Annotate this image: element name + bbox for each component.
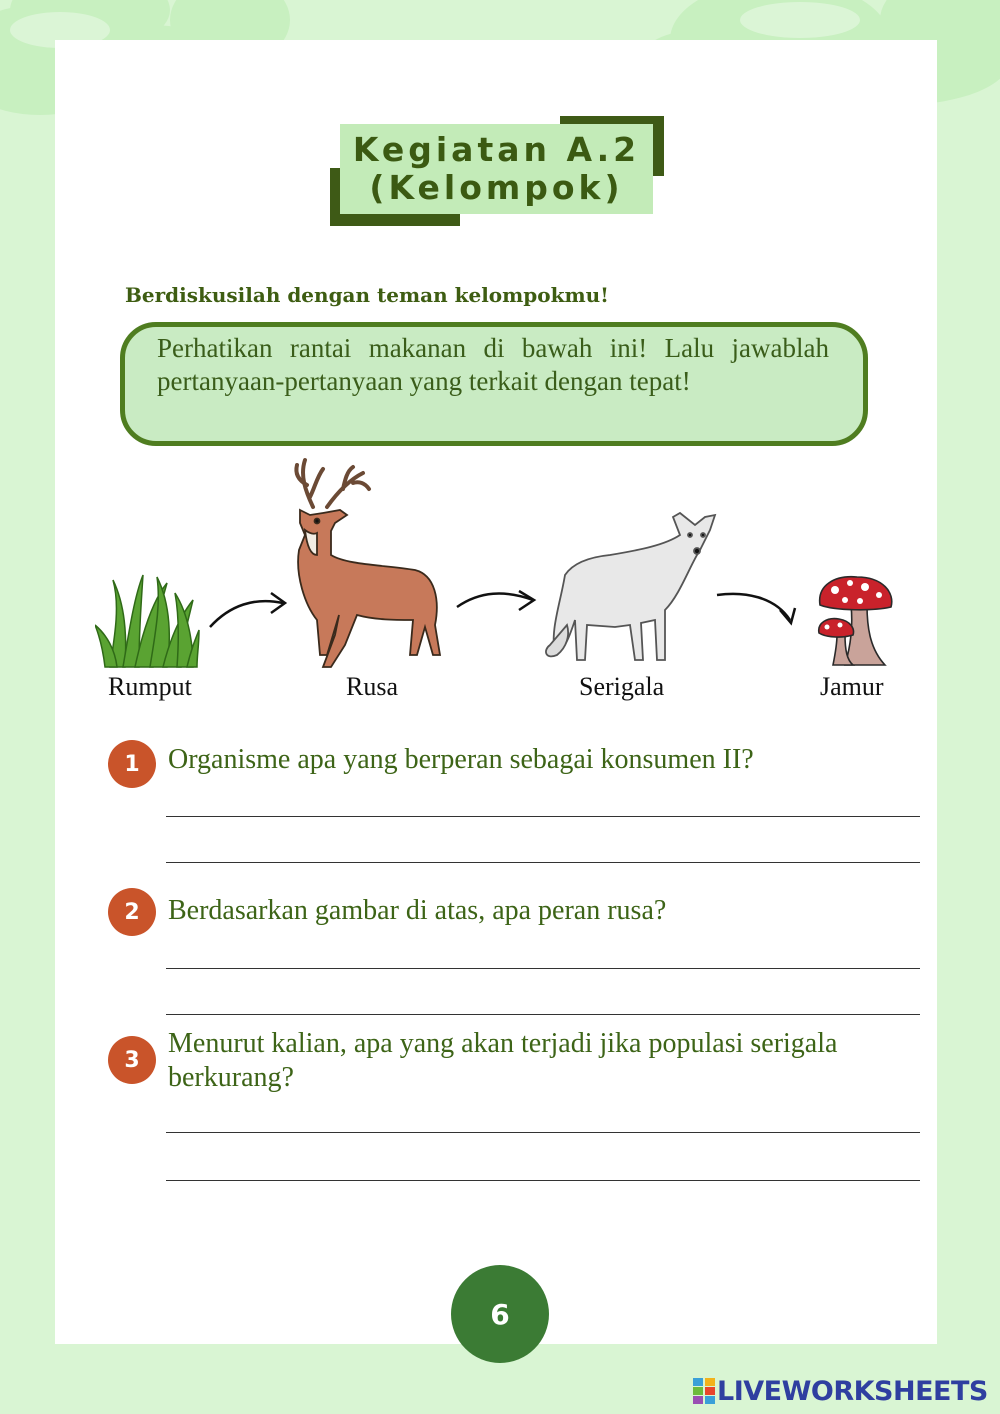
liveworksheets-logo: [693, 1374, 988, 1408]
label-rumput: Rumput: [108, 672, 192, 701]
logo-icon: [693, 1378, 715, 1404]
question-text: Menurut kalian, apa yang akan terjadi jika populasi serigala berkurang?: [168, 1028, 838, 1093]
food-chain: [95, 455, 915, 705]
question-text: Berdasarkan gambar di atas, apa peran rusa?: [168, 895, 667, 926]
deer-icon: [296, 460, 440, 667]
question-number-badge: 2: [108, 888, 156, 936]
answer-line[interactable]: [166, 968, 920, 969]
activity-title: [330, 116, 670, 226]
answer-line[interactable]: [166, 1132, 920, 1133]
question-number-badge: 3: [108, 1036, 156, 1084]
prompt-box: [120, 322, 868, 446]
brand-text: LIVEWORKSHEETS: [717, 1375, 988, 1407]
grass-icon: [95, 575, 199, 667]
mushroom-icon: [819, 577, 892, 665]
arrow-icon: [210, 593, 285, 627]
label-serigala: Serigala: [579, 672, 665, 701]
label-rusa: Rusa: [346, 672, 398, 701]
page-number: 6: [451, 1265, 549, 1363]
prompt-text: Perhatikan rantai makanan di bawah ini! Lalu jawablah pertanyaan-pertanyaan yang terkait dengan tepat!: [157, 333, 829, 396]
title-line-1: Kegiatan A.2: [352, 130, 641, 169]
answer-line[interactable]: [166, 816, 920, 817]
title-line-2: (Kelompok): [369, 168, 624, 207]
arrow-icon: [457, 591, 534, 610]
question-text: Organisme apa yang berperan sebagai konsumen II?: [168, 744, 754, 775]
food-chain-illustration: [95, 455, 915, 670]
instruction-heading: Berdiskusilah dengan teman kelompokmu!: [125, 283, 609, 307]
label-jamur: Jamur: [820, 672, 884, 701]
answer-line[interactable]: [166, 1014, 920, 1015]
arrow-icon: [717, 594, 795, 623]
question-number-badge: 1: [108, 740, 156, 788]
wolf-icon: [546, 513, 715, 660]
answer-line[interactable]: [166, 1180, 920, 1181]
answer-line[interactable]: [166, 862, 920, 863]
title-box: [340, 124, 653, 214]
